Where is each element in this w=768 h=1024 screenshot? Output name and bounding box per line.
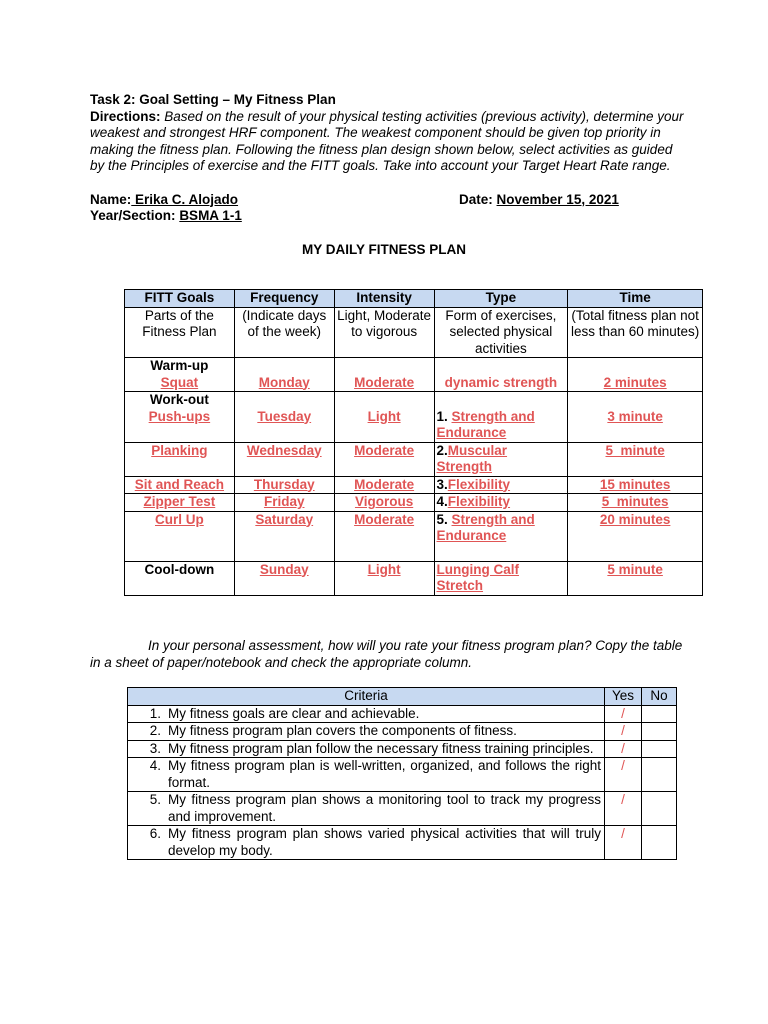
intensity-cell xyxy=(334,442,434,476)
warmup-label: Warm-up xyxy=(150,358,209,373)
exercise-name: Zipper Test xyxy=(143,494,216,509)
plan-header-row xyxy=(125,290,703,308)
time-cell xyxy=(568,476,703,494)
time-value: 15 minutes xyxy=(599,476,671,492)
criteria-text: My fitness program plan covers the components of fitness. xyxy=(165,723,605,741)
date-label: Date: xyxy=(459,191,493,207)
type-value: Muscular Strength xyxy=(436,442,508,474)
subheader-time: (Total fitness plan not less than 60 minutes) xyxy=(568,307,703,358)
table-row xyxy=(128,758,677,792)
name-value: Erika C. Alojado xyxy=(131,191,239,207)
time-cell xyxy=(568,511,703,561)
criteria-text: My fitness program plan shows a monitoring tool to track my progress and improvement. xyxy=(165,792,605,826)
header-intensity: Intensity xyxy=(334,290,434,308)
year-row xyxy=(90,208,684,225)
type-value: Flexibility xyxy=(447,476,511,492)
table-row xyxy=(128,826,677,860)
frequency-cell xyxy=(234,561,334,595)
criteria-text: My fitness program plan follow the necessary fitness training principles. xyxy=(165,740,605,758)
plan-title: MY DAILY FITNESS PLAN xyxy=(301,241,467,257)
exercise-name: Push-ups xyxy=(148,408,211,424)
frequency-cell xyxy=(234,476,334,494)
time-cell xyxy=(568,561,703,595)
type-value: Lunging Calf Stretch xyxy=(436,561,519,593)
type-cell xyxy=(434,476,568,494)
frequency-cell xyxy=(234,442,334,476)
table-row xyxy=(128,792,677,826)
header-type: Type xyxy=(434,290,568,308)
directions xyxy=(90,109,684,175)
header-criteria: Criteria xyxy=(128,688,605,706)
no-checkbox[interactable] xyxy=(642,705,677,723)
no-checkbox[interactable] xyxy=(642,740,677,758)
time-cell xyxy=(568,358,703,392)
intensity-value: Moderate xyxy=(354,374,415,390)
table-row xyxy=(128,705,677,723)
criteria-number: 4. xyxy=(128,758,166,792)
type-cell xyxy=(434,511,568,561)
type-cell xyxy=(434,392,568,443)
subheader-intensity: Light, Moderate to vigorous xyxy=(334,307,434,358)
intensity-cell xyxy=(334,392,434,443)
intensity-cell xyxy=(334,561,434,595)
time-value: 3 minute xyxy=(607,408,663,424)
document-header xyxy=(90,92,684,258)
time-value: 20 minutes xyxy=(599,511,671,527)
time-value: 5 minute xyxy=(607,561,663,577)
frequency-cell xyxy=(234,511,334,561)
type-cell xyxy=(434,494,568,512)
type-cell xyxy=(434,561,568,595)
intensity-value: Light xyxy=(367,561,401,577)
intensity-value: Vigorous xyxy=(354,494,414,509)
day-value: Thursday xyxy=(253,476,315,492)
date-value: November 15, 2021 xyxy=(496,191,619,207)
table-row xyxy=(125,511,703,561)
no-checkbox[interactable] xyxy=(642,723,677,741)
table-row xyxy=(128,723,677,741)
type-number: 5. xyxy=(436,511,452,527)
yes-checkbox[interactable]: / xyxy=(605,758,642,792)
time-cell xyxy=(568,392,703,443)
intensity-value: Light xyxy=(367,408,401,424)
time-cell xyxy=(568,442,703,476)
criteria-table xyxy=(127,687,677,860)
directions-label: Directions: xyxy=(90,108,161,124)
fitt-cell xyxy=(125,511,235,561)
table-row xyxy=(125,561,703,595)
type-value: Strength and Endurance xyxy=(436,511,535,543)
exercise-name: Squat xyxy=(160,374,199,390)
frequency-cell xyxy=(234,358,334,392)
type-number: 2. xyxy=(436,442,448,458)
workout-label: Work-out xyxy=(149,392,209,407)
no-checkbox[interactable] xyxy=(642,826,677,860)
intensity-cell xyxy=(334,476,434,494)
table-row xyxy=(125,476,703,494)
type-value: Strength and Endurance xyxy=(436,408,535,440)
fitt-cell xyxy=(125,494,235,512)
day-value: Sunday xyxy=(259,561,309,577)
table-row xyxy=(128,740,677,758)
year-value: BSMA 1-1 xyxy=(179,208,242,223)
type-number: 4. xyxy=(436,494,448,509)
header-yes: Yes xyxy=(605,688,642,706)
year-label: Year/Section: xyxy=(90,208,176,223)
criteria-text: My fitness program plan shows varied physical activities that will truly develop my body. xyxy=(165,826,605,860)
subheader-type: Form of exercises, selected physical activities xyxy=(434,307,568,358)
criteria-text: My fitness program plan is well-written, organized, and follows the right format. xyxy=(165,758,605,792)
criteria-text: My fitness goals are clear and achievable. xyxy=(165,705,605,723)
directions-text: Based on the result of your physical testing activities (previous activity), determine your weakest and strongest HRF component. The weakest component should be given top priority in making the fitness plan. Following the fitness plan design shown below, select activities as guided by the Principles of exercise and the FITT goals. Take into account your Target Heart Rate range. xyxy=(90,108,684,173)
no-checkbox[interactable] xyxy=(642,792,677,826)
time-value: 5 minute xyxy=(605,442,665,458)
day-value: Wednesday xyxy=(246,442,322,458)
exercise-name: Planking xyxy=(151,442,208,458)
yes-checkbox[interactable]: / xyxy=(605,723,642,741)
subheader-frequency: (Indicate days of the week) xyxy=(234,307,334,358)
subheader-fitt: Parts of the Fitness Plan xyxy=(125,307,235,358)
criteria-number: 2. xyxy=(128,723,166,741)
type-cell xyxy=(434,358,568,392)
task-title: Task 2: Goal Setting – My Fitness Plan xyxy=(90,92,336,107)
exercise-name: Sit and Reach xyxy=(134,476,225,492)
header-no: No xyxy=(642,688,677,706)
header-frequency: Frequency xyxy=(234,290,334,308)
criteria-number: 6. xyxy=(128,826,166,860)
frequency-cell xyxy=(234,392,334,443)
header-fitt-goals: FITT Goals xyxy=(125,290,235,308)
name-row xyxy=(90,192,684,209)
table-row xyxy=(125,392,703,443)
time-cell xyxy=(568,494,703,512)
criteria-number: 5. xyxy=(128,792,166,826)
table-row xyxy=(125,358,703,392)
fitt-cell xyxy=(125,442,235,476)
assessment-instructions: In your personal assessment, how will you rate your fitness program plan? Copy the table in a sheet of paper/notebook and check the appropriate column. xyxy=(90,638,683,670)
criteria-number: 3. xyxy=(128,740,166,758)
type-value: Flexibility xyxy=(447,494,511,509)
yes-checkbox[interactable]: / xyxy=(605,740,642,758)
intensity-cell xyxy=(334,358,434,392)
day-value: Tuesday xyxy=(257,408,312,424)
frequency-cell xyxy=(234,494,334,512)
fitt-cell xyxy=(125,476,235,494)
name-label: Name: xyxy=(90,191,132,207)
day-value: Friday xyxy=(263,494,305,509)
table-row xyxy=(125,494,703,512)
type-cell xyxy=(434,442,568,476)
type-value: dynamic strength xyxy=(444,374,558,390)
yes-checkbox[interactable]: / xyxy=(605,826,642,860)
date-field xyxy=(459,192,619,209)
intensity-value: Moderate xyxy=(354,476,415,492)
type-number: 3. xyxy=(436,476,448,492)
day-value: Saturday xyxy=(255,511,314,527)
cooldown-label: Cool-down xyxy=(144,561,215,577)
time-value: 5 minutes xyxy=(601,494,669,509)
fitness-plan-table xyxy=(124,289,703,596)
yes-checkbox[interactable]: / xyxy=(605,705,642,723)
criteria-number: 1. xyxy=(128,705,166,723)
intensity-cell xyxy=(334,511,434,561)
fitt-cell xyxy=(125,561,235,595)
type-number: 1. xyxy=(436,408,452,424)
time-value: 2 minutes xyxy=(603,374,667,390)
criteria-header-row xyxy=(128,688,677,706)
day-value: Monday xyxy=(258,374,310,390)
no-checkbox[interactable] xyxy=(642,758,677,792)
fitt-cell xyxy=(125,392,235,443)
yes-checkbox[interactable]: / xyxy=(605,792,642,826)
exercise-name: Curl Up xyxy=(155,511,204,527)
intensity-cell xyxy=(334,494,434,512)
plan-subheader-row xyxy=(125,307,703,358)
table-row xyxy=(125,442,703,476)
header-time: Time xyxy=(568,290,703,308)
intensity-value: Moderate xyxy=(354,442,415,458)
fitt-cell xyxy=(125,358,235,392)
intensity-value: Moderate xyxy=(354,511,415,527)
